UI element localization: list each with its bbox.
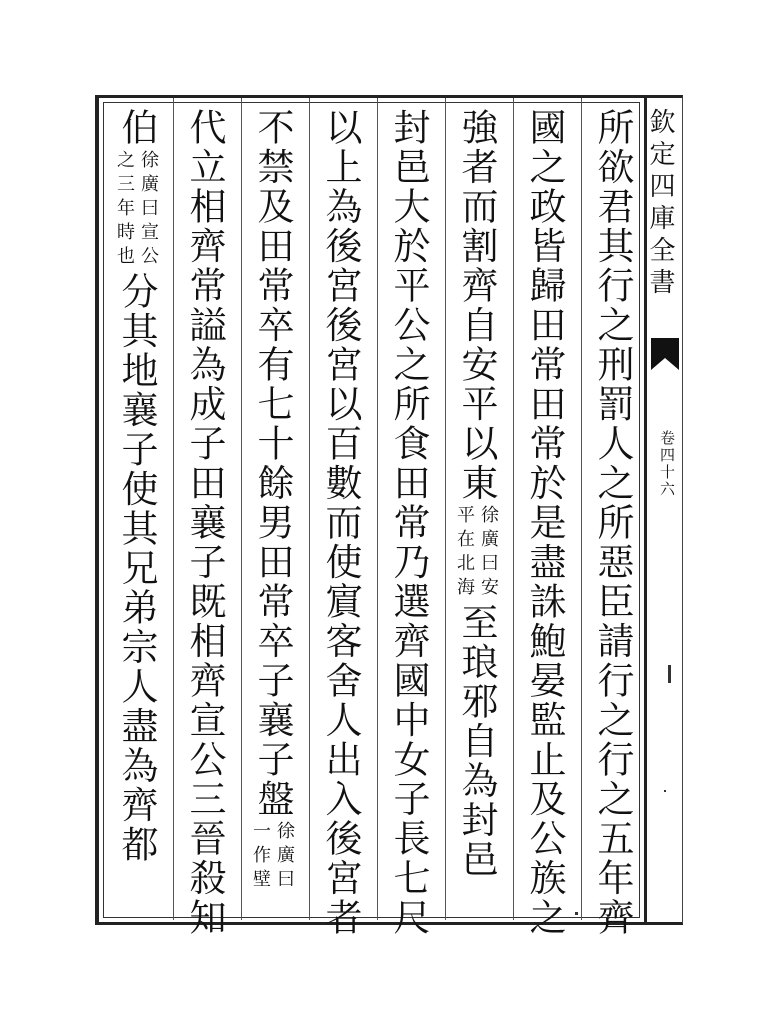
- scan-speck: [575, 912, 578, 915]
- column-text: 封邑大於平公之所食田常乃選齊國中女子長七尺: [387, 108, 430, 938]
- column-rule: [173, 98, 174, 920]
- annotation: [114, 150, 158, 270]
- column-rule: [377, 98, 378, 920]
- annotation: [250, 821, 294, 893]
- column-text: 強者而割齊自安平以東: [455, 108, 498, 503]
- text-column-1: [590, 108, 634, 938]
- annotation-left-line: 之三年時也: [114, 149, 135, 270]
- book-title: 欽定四庫全書: [645, 108, 675, 300]
- column-rule: [309, 98, 310, 920]
- column-text: 國之政皆歸田常田常於是盡誅鮑晏監止及公族之: [523, 108, 566, 938]
- annotation-left-line: 一作壁: [250, 821, 271, 893]
- column-text: 代立相齊常謚為成子田襄子既相齊宣公三晉殺知: [183, 108, 226, 938]
- column-rule: [513, 98, 514, 920]
- text-column-5: [318, 108, 362, 938]
- column-rule: [241, 98, 242, 920]
- fish-tail-mark-icon: [651, 338, 679, 370]
- annotation-right-line: 徐廣曰宣公: [138, 149, 159, 270]
- text-column-6: [250, 108, 294, 918]
- column-text: 伯: [115, 108, 158, 148]
- text-column-8: [114, 108, 158, 918]
- column-rule: [581, 98, 582, 920]
- column-text: 至琅邪自為封邑: [455, 603, 498, 880]
- text-column-4: [386, 108, 430, 938]
- text-column-3: [454, 108, 498, 918]
- column-text: 所欲君其行之刑罰人之所惡臣請行之行之五年齊: [591, 108, 634, 938]
- text-column-2: [522, 108, 566, 938]
- annotation-left-line: 平在北海: [454, 505, 475, 601]
- scan-speck: [668, 665, 671, 683]
- column-rule: [445, 98, 446, 920]
- volume-label: 卷四十六: [658, 430, 676, 498]
- column-text: 分其地襄子使其兄弟宗人盡為齊都: [115, 271, 158, 864]
- scan-speck: [664, 790, 666, 792]
- column-text: 以上為後宮後宮以百數而使賔客舍人出入後宮者: [319, 108, 362, 938]
- annotation-right-line: 徐廣曰: [274, 821, 295, 893]
- annotation-right-line: 徐廣曰安: [478, 505, 499, 601]
- text-column-7: [182, 108, 226, 938]
- column-text: 不禁及田常卒有七十餘男田常卒子襄子盤: [251, 108, 294, 819]
- annotation: [454, 505, 498, 601]
